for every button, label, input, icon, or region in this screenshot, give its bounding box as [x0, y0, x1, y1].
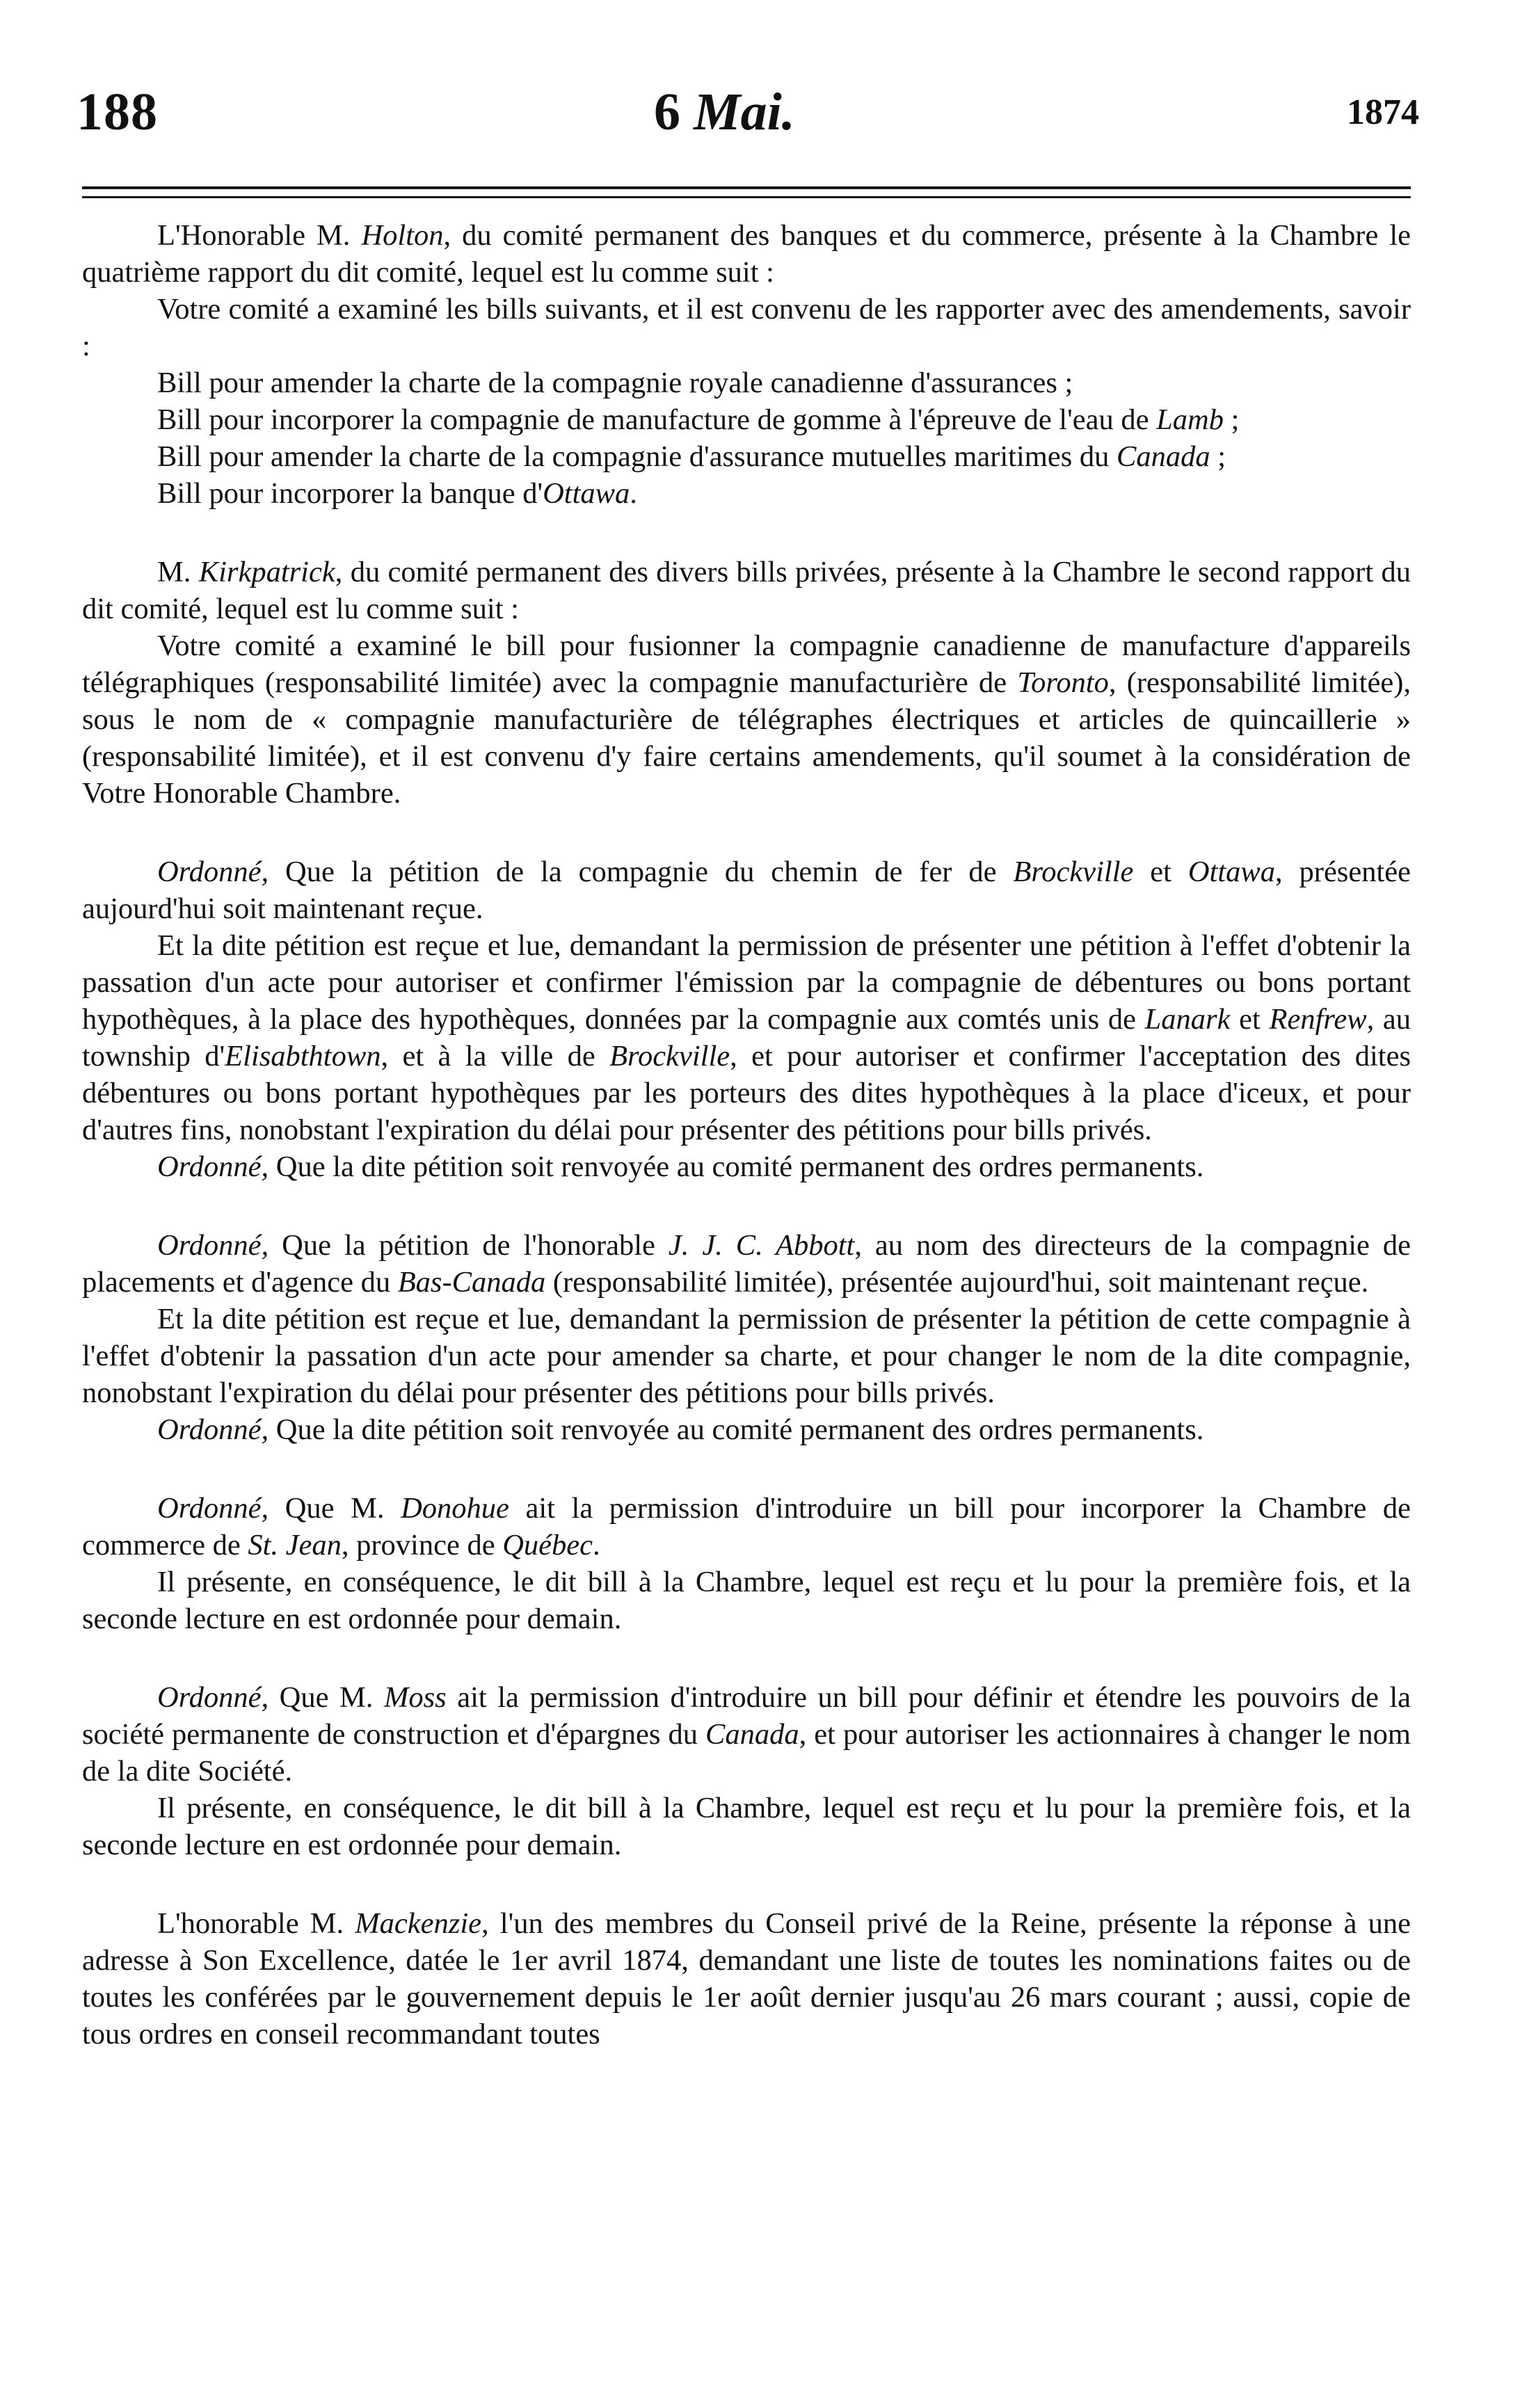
paragraph-mackenzie-reply: [82, 1905, 1411, 2053]
header-rule-bottom: [82, 196, 1411, 198]
paragraph-kirkpatrick-report: [82, 554, 1411, 627]
text: Bill pour incorporer la compagnie de manufacture de gomme à l'épreuve de l'eau de: [157, 403, 1157, 436]
section-gap: [82, 1863, 1411, 1905]
paragraph-petition-brockville: [82, 927, 1411, 1148]
text: .: [630, 477, 637, 510]
paragraph-petition-abbott: Et la dite pétition est reçue et lue, demandant la permission de présenter la pétition de cette compagnie à l'effet d'obtenir la passation d'un acte pour amender sa charte, et pour changer le nom de la dite compagnie, nonobstant l'expiration du délai pour présenter des pétitions pour bills privés.: [82, 1303, 1411, 1409]
paragraph-order-referral: [82, 1148, 1411, 1185]
text: , présentée aujourd'hui soit maintenant reçue.: [82, 856, 1411, 925]
proper-name: Québec: [502, 1529, 593, 1562]
text: Que la dite pétition soit renvoyée au comité permanent des ordres permanents.: [269, 1150, 1204, 1183]
date-day: 6: [654, 83, 680, 141]
text: Votre comité a examiné le bill pour fusionner la compagnie canadienne de manufacture d'appareils télégraphiques (responsabilité limitée) avec la compagnie manufacturière de: [82, 629, 1411, 699]
proper-name: Toronto: [1017, 666, 1109, 699]
text: Et la dite pétition est reçue et lue, demandant la permission de présenter une pétition à l'effet d'obtenir la passation d'un acte pour autoriser et confirmer l'émission par la compagnie de débentures ou bons portant hypothèques, à la place des hypothèques, données par la compagnie aux comtés unis de: [82, 929, 1411, 1036]
date-heading: [654, 82, 795, 143]
proper-name: Ottawa: [1187, 856, 1276, 888]
text: ait la permission d'introduire un bill pour incorporer la Chambre de commerce de: [82, 1492, 1411, 1562]
section-gap: [82, 1448, 1411, 1490]
bill-item: [82, 475, 1411, 512]
header-rule-top: [82, 186, 1411, 189]
proper-name: Lamb: [1156, 403, 1224, 436]
proper-name: Brockville: [1013, 856, 1134, 888]
paragraph-holton-report: [82, 217, 1411, 291]
text: ;: [1210, 440, 1226, 473]
text: , province de: [341, 1529, 503, 1562]
proper-name: Bas-Canada: [397, 1266, 546, 1299]
text: et: [1230, 1003, 1270, 1036]
section-gap: [82, 1185, 1411, 1227]
person-name: Donohue: [401, 1492, 509, 1525]
date-month: Mai.: [694, 83, 795, 141]
ordonne-label: Ordonné,: [157, 1150, 269, 1183]
text: ;: [1223, 403, 1240, 436]
proper-name: Ottawa: [543, 477, 630, 510]
paragraph-committee-report: Votre comité a examiné les bills suivants, et il est convenu de les rapporter avec des amendements, savoir :: [82, 293, 1411, 362]
proper-name: Elisabthtown: [225, 1040, 381, 1073]
bill-item: [82, 401, 1411, 438]
ordonne-label: Ordonné,: [157, 1413, 269, 1446]
text: , et pour autoriser et confirmer l'acceptation des dites débentures ou bons portant hypothèques par les porteurs des dites hypothèques à la place d'iceux, et pour d'autres fins, nonobstant l'expiration du délai pour présenter des pétitions pour bills privés.: [82, 1040, 1411, 1146]
text: (responsabilité limitée), présentée aujourd'hui, soit maintenant reçue.: [545, 1266, 1369, 1299]
proper-name: St. Jean: [248, 1529, 342, 1562]
paragraph-order-abbott: [82, 1227, 1411, 1301]
page-header: [77, 82, 1419, 159]
year: 1874: [1347, 93, 1419, 132]
paragraph-order-donohue: [82, 1490, 1411, 1564]
paragraph-first-reading: Il présente, en conséquence, le dit bill à la Chambre, lequel est reçu et lu pour la première fois, et la seconde lecture en est ordonnée pour demain.: [82, 1566, 1411, 1635]
ordonne-label: Ordonné,: [157, 1492, 269, 1525]
paragraph-order-moss: [82, 1679, 1411, 1790]
person-name: Holton: [361, 219, 444, 252]
text: Que M.: [269, 1492, 401, 1525]
paragraph-fusion-bill: [82, 627, 1411, 812]
ordonne-label: Ordonné,: [157, 1229, 269, 1262]
paragraph-first-reading: Il présente, en conséquence, le dit bill à la Chambre, lequel est reçu et lu pour la première fois, et la seconde lecture en est ordonnée pour demain.: [82, 1792, 1411, 1861]
section-gap: [82, 812, 1411, 853]
proper-name: Lanark: [1144, 1003, 1231, 1036]
paragraph-order-brockville: [82, 853, 1411, 927]
text: L'Honorable M.: [157, 219, 362, 252]
text: .: [593, 1529, 600, 1562]
text: , au nom des directeurs de la compagnie de placements et d'agence du: [82, 1229, 1411, 1299]
proper-name: Renfrew: [1269, 1003, 1367, 1036]
text: Que la dite pétition soit renvoyée au comité permanent des ordres permanents.: [269, 1413, 1204, 1446]
text: Bill pour amender la charte de la compagnie d'assurance mutuelles maritimes du: [157, 440, 1117, 473]
person-name: J. J. C. Abbott: [668, 1229, 855, 1262]
text: ait la permission d'introduire un bill pour définir et étendre les pouvoirs de la société permanente de construction et d'épargnes du: [82, 1681, 1411, 1751]
proper-name: Canada: [1117, 440, 1210, 473]
text: Bill pour incorporer la banque d': [157, 477, 543, 510]
text: , (responsabilité limitée), sous le nom de « compagnie manufacturière de télégraphes électriques et articles de quincaillerie » (responsabilité limitée), et il est convenu d'y faire certains amendements, qu'il soumet à la considération de Votre Honorable Chambre.: [82, 666, 1411, 810]
text: L'honorable M.: [157, 1907, 355, 1940]
bill-item: Bill pour amender la charte de la compagnie royale canadienne d'assurances ;: [157, 367, 1073, 399]
text: , l'un des membres du Conseil privé de la Reine, présente la réponse à une adresse à Son Excellence, datée le 1er avril 1874, demandant une liste de toutes les nominations faites ou de toutes les conférées par le gouvernement depuis le 1er août dernier jusqu'au 26 mars courant ; aussi, copie de tous ordres en conseil recommandant toutes: [82, 1907, 1411, 2050]
page-number: 188: [77, 83, 158, 141]
text: , au township d': [82, 1003, 1411, 1073]
proper-name: Canada: [705, 1718, 799, 1751]
section-gap: [82, 1637, 1411, 1679]
bill-item: [82, 438, 1411, 475]
ordonne-label: Ordonné,: [157, 856, 269, 888]
person-name: Moss: [383, 1681, 447, 1714]
text: Que la pétition de l'honorable: [269, 1229, 669, 1262]
proper-name: Brockville: [609, 1040, 730, 1073]
text: , et pour autoriser les actionnaires à changer le nom de la dite Société.: [82, 1718, 1411, 1788]
paragraph-order-referral: [82, 1411, 1411, 1448]
person-name: Mackenzie: [355, 1907, 481, 1940]
document-body: [82, 217, 1411, 2053]
text: , du comité permanent des banques et du commerce, présente à la Chambre le quatrième rapport du dit comité, lequel est lu comme suit :: [82, 219, 1411, 289]
text: Que M.: [269, 1681, 384, 1714]
section-gap: [82, 512, 1411, 554]
text: M.: [157, 556, 199, 588]
text: , et à la ville de: [381, 1040, 610, 1073]
text: et: [1133, 856, 1188, 888]
text: , du comité permanent des divers bills privées, présente à la Chambre le second rapport du dit comité, lequel est lu comme suit :: [82, 556, 1411, 625]
person-name: Kirkpatrick: [198, 556, 335, 588]
text: Que la pétition de la compagnie du chemin de fer de: [269, 856, 1014, 888]
ordonne-label: Ordonné,: [157, 1681, 269, 1714]
